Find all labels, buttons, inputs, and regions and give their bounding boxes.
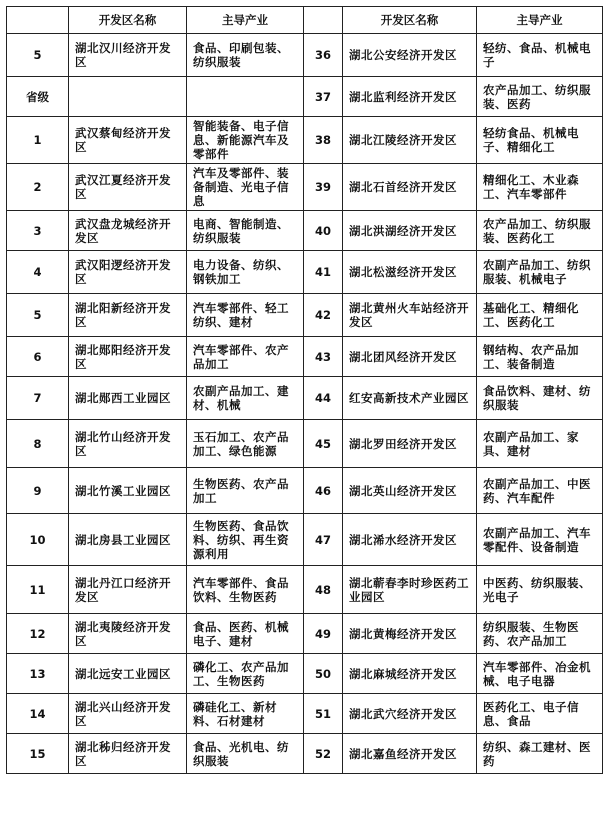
row-number-left: 8 [7, 420, 69, 468]
zone-name-right: 湖北洪湖经济开发区 [343, 211, 477, 251]
zone-name-right: 湖北公安经济开发区 [343, 34, 477, 77]
row-number-left: 13 [7, 654, 69, 694]
development-zone-table [6, 6, 603, 774]
table-row [7, 654, 603, 694]
industry-left: 电商、智能制造、纺织服装 [187, 211, 304, 251]
row-number-right: 43 [304, 337, 343, 377]
industry-left: 玉石加工、农产品加工、绿色能源 [187, 420, 304, 468]
industry-right: 轻纺、食品、机械电子 [477, 34, 603, 77]
table-row [7, 468, 603, 514]
zone-name-left: 武汉江夏经济开发区 [69, 164, 187, 211]
zone-name-right: 湖北英山经济开发区 [343, 468, 477, 514]
industry-left: 汽车零部件、农产品加工 [187, 337, 304, 377]
zone-name-right: 湖北松滋经济开发区 [343, 251, 477, 294]
industry-right: 纺织服装、生物医药、农产品加工 [477, 614, 603, 654]
industry-left: 智能装备、电子信息、新能源汽车及零部件 [187, 117, 304, 164]
zone-name-right: 湖北黄梅经济开发区 [343, 614, 477, 654]
row-number-right: 47 [304, 514, 343, 566]
industry-right: 农副产品加工、纺织服装、机械电子 [477, 251, 603, 294]
industry-left: 电力设备、纺织、钢铁加工 [187, 251, 304, 294]
zone-name-right: 湖北麻城经济开发区 [343, 654, 477, 694]
table-row [7, 251, 603, 294]
row-number-left: 6 [7, 337, 69, 377]
industry-right: 农产品加工、纺织服装、医药 [477, 77, 603, 117]
row-number-left: 7 [7, 377, 69, 420]
zone-name-left: 湖北郧西工业园区 [69, 377, 187, 420]
table-row [7, 694, 603, 734]
industry-right: 钢结构、农产品加工、装备制造 [477, 337, 603, 377]
industry-left: 磷硅化工、新材料、石材建材 [187, 694, 304, 734]
industry-left: 食品、医药、机械电子、建材 [187, 614, 304, 654]
zone-name-right: 红安高新技术产业园区 [343, 377, 477, 420]
row-number-right: 40 [304, 211, 343, 251]
zone-name-left: 湖北夷陵经济开发区 [69, 614, 187, 654]
header-row [7, 7, 603, 34]
zone-name-left: 武汉阳逻经济开发区 [69, 251, 187, 294]
table-row [7, 294, 603, 337]
industry-right: 农副产品加工、家具、建材 [477, 420, 603, 468]
row-number-left: 9 [7, 468, 69, 514]
row-number-right: 46 [304, 468, 343, 514]
zone-name-right: 湖北武穴经济开发区 [343, 694, 477, 734]
row-number-right: 41 [304, 251, 343, 294]
row-number-left: 2 [7, 164, 69, 211]
table-row [7, 164, 603, 211]
row-number-left: 5 [7, 34, 69, 77]
industry-left: 农副产品加工、建材、机械 [187, 377, 304, 420]
zone-name-left: 湖北兴山经济开发区 [69, 694, 187, 734]
row-number-left: 4 [7, 251, 69, 294]
row-number-right: 38 [304, 117, 343, 164]
zone-name-right: 湖北蕲春李时珍医药工业园区 [343, 566, 477, 614]
row-number-left: 15 [7, 734, 69, 774]
zone-name-left: 武汉盘龙城经济开发区 [69, 211, 187, 251]
table-row [7, 377, 603, 420]
industry-right: 中医药、纺织服装、光电子 [477, 566, 603, 614]
table-row [7, 514, 603, 566]
industry-left: 磷化工、农产品加工、生物医药 [187, 654, 304, 694]
row-number-left: 14 [7, 694, 69, 734]
header-no-right [304, 7, 343, 34]
row-number-left: 12 [7, 614, 69, 654]
header-industry-left: 主导产业 [187, 7, 304, 34]
header-name-right: 开发区名称 [343, 7, 477, 34]
industry-right: 基础化工、精细化工、医药化工 [477, 294, 603, 337]
row-number-left: 省级 [7, 77, 69, 117]
industry-right: 农副产品加工、汽车零配件、设备制造 [477, 514, 603, 566]
zone-name-left: 湖北房县工业园区 [69, 514, 187, 566]
row-number-right: 37 [304, 77, 343, 117]
industry-left: 汽车零部件、食品饮料、生物医药 [187, 566, 304, 614]
table-row [7, 420, 603, 468]
row-number-left: 3 [7, 211, 69, 251]
zone-name-right: 湖北浠水经济开发区 [343, 514, 477, 566]
header-no-left [7, 7, 69, 34]
table-row [7, 34, 603, 77]
zone-name-left: 湖北丹江口经济开发区 [69, 566, 187, 614]
zone-name-left: 湖北阳新经济开发区 [69, 294, 187, 337]
industry-right: 纺织、森工建材、医药 [477, 734, 603, 774]
zone-name-left: 湖北汉川经济开发区 [69, 34, 187, 77]
row-number-right: 48 [304, 566, 343, 614]
zone-name-right: 湖北江陵经济开发区 [343, 117, 477, 164]
row-number-right: 45 [304, 420, 343, 468]
industry-left [187, 77, 304, 117]
industry-right: 汽车零部件、冶金机械、电子电器 [477, 654, 603, 694]
industry-left: 食品、印刷包装、纺织服装 [187, 34, 304, 77]
row-number-right: 44 [304, 377, 343, 420]
table-row [7, 77, 603, 117]
industry-left: 汽车及零部件、装备制造、光电子信息 [187, 164, 304, 211]
zone-name-right: 湖北团风经济开发区 [343, 337, 477, 377]
zone-name-left: 湖北秭归经济开发区 [69, 734, 187, 774]
header-industry-right: 主导产业 [477, 7, 603, 34]
zone-name-right: 湖北石首经济开发区 [343, 164, 477, 211]
zone-name-left: 湖北竹溪工业园区 [69, 468, 187, 514]
row-number-left: 10 [7, 514, 69, 566]
zone-name-right: 湖北嘉鱼经济开发区 [343, 734, 477, 774]
zone-name-left: 湖北竹山经济开发区 [69, 420, 187, 468]
zone-name-left: 湖北远安工业园区 [69, 654, 187, 694]
zone-name-right: 湖北黄州火车站经济开发区 [343, 294, 477, 337]
zone-name-left: 湖北郧阳经济开发区 [69, 337, 187, 377]
table-row [7, 211, 603, 251]
row-number-right: 36 [304, 34, 343, 77]
industry-right: 精细化工、木业森工、汽车零部件 [477, 164, 603, 211]
header-name-left: 开发区名称 [69, 7, 187, 34]
row-number-right: 50 [304, 654, 343, 694]
row-number-left: 11 [7, 566, 69, 614]
industry-right: 轻纺食品、机械电子、精细化工 [477, 117, 603, 164]
row-number-left: 5 [7, 294, 69, 337]
zone-name-left [69, 77, 187, 117]
row-number-right: 49 [304, 614, 343, 654]
industry-left: 生物医药、农产品加工 [187, 468, 304, 514]
industry-left: 汽车零部件、轻工纺织、建材 [187, 294, 304, 337]
table-row [7, 337, 603, 377]
row-number-right: 42 [304, 294, 343, 337]
row-number-right: 52 [304, 734, 343, 774]
industry-right: 农产品加工、纺织服装、医药化工 [477, 211, 603, 251]
table-row [7, 614, 603, 654]
row-number-left: 1 [7, 117, 69, 164]
zone-name-left: 武汉蔡甸经济开发区 [69, 117, 187, 164]
industry-right: 农副产品加工、中医药、汽车配件 [477, 468, 603, 514]
row-number-right: 51 [304, 694, 343, 734]
zone-name-right: 湖北罗田经济开发区 [343, 420, 477, 468]
table-row [7, 117, 603, 164]
table-row [7, 566, 603, 614]
industry-right: 医药化工、电子信息、食品 [477, 694, 603, 734]
industry-left: 食品、光机电、纺织服装 [187, 734, 304, 774]
zone-name-right: 湖北监利经济开发区 [343, 77, 477, 117]
industry-left: 生物医药、食品饮料、纺织、再生资源利用 [187, 514, 304, 566]
row-number-right: 39 [304, 164, 343, 211]
industry-right: 食品饮料、建材、纺织服装 [477, 377, 603, 420]
table-row [7, 734, 603, 774]
